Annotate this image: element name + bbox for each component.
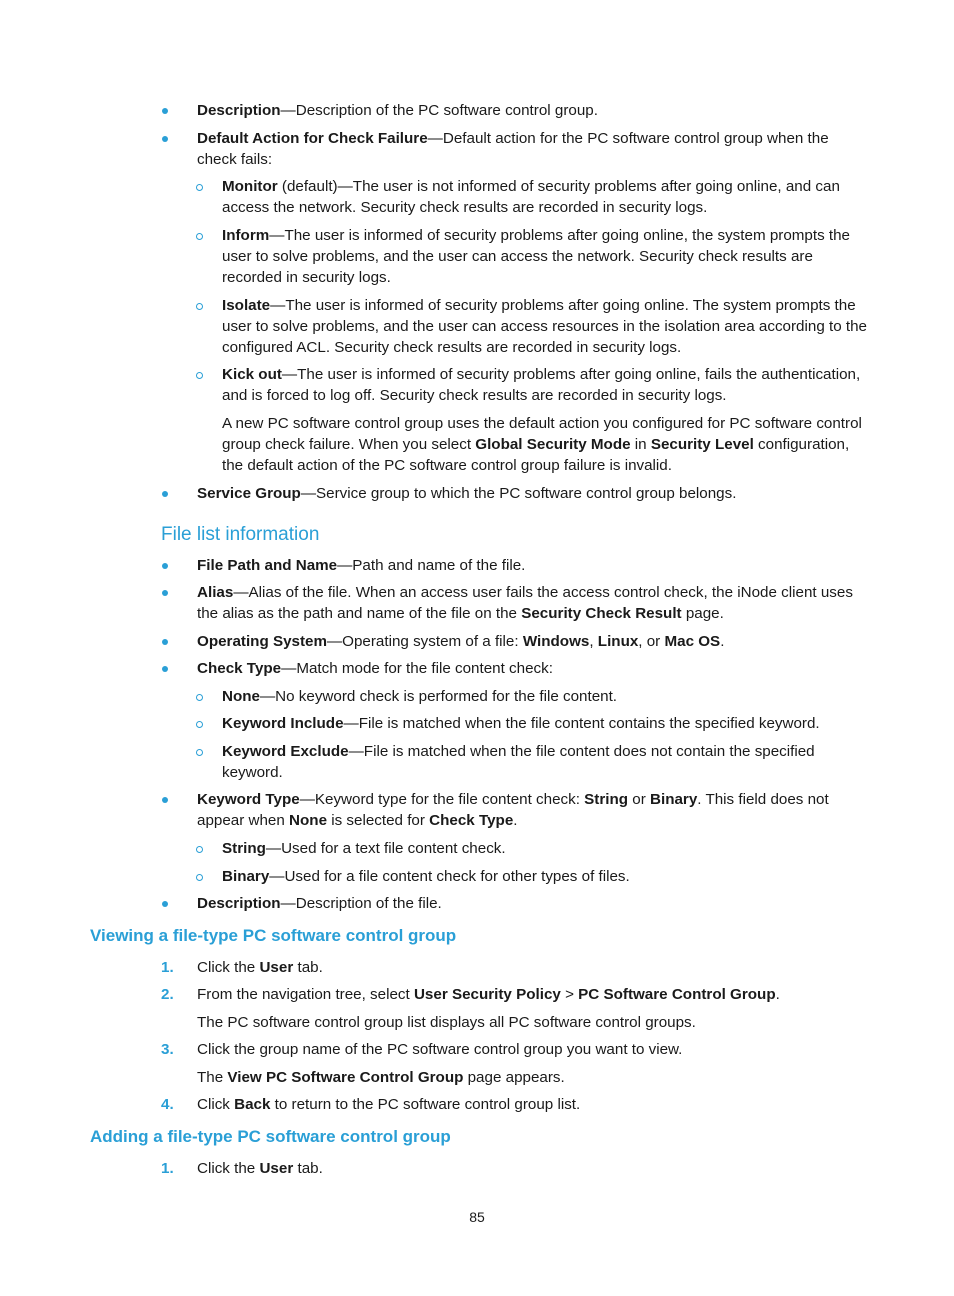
term-desc: —File is matched when the file content contains the specified keyword. xyxy=(343,715,820,732)
item-binary xyxy=(222,866,867,887)
item-kick-out xyxy=(222,364,867,406)
term-desc: —The user is informed of security problems after going online, the system prompts the user to solve problems, and the user can access the network. Security check results are recorded in security logs. xyxy=(222,227,851,286)
term: Service Group xyxy=(197,485,301,502)
term-desc: —Used for a text file content check. xyxy=(265,840,506,857)
term: String xyxy=(584,791,629,808)
term-desc: —Keyword type for the file content check: xyxy=(299,791,585,808)
item-keyword-include xyxy=(222,713,867,734)
item-string xyxy=(222,838,867,859)
subsection-heading: File list information xyxy=(161,524,320,545)
term-desc: —File is matched when the file content does not contain the specified keyword. xyxy=(222,743,815,781)
term: Inform xyxy=(222,227,270,244)
item-isolate xyxy=(222,295,867,358)
bullet-icon xyxy=(162,590,168,596)
text: A new PC software control group uses the default action you configured for PC software control group check failure. When you select xyxy=(222,415,862,453)
term: Description xyxy=(197,102,281,119)
step-number: 1. xyxy=(161,1160,174,1177)
sub-bullet-icon xyxy=(196,184,203,191)
item-keyword-type xyxy=(197,789,867,831)
text: Click the group name of the PC software control group you want to view. xyxy=(197,1041,683,1058)
item-keyword-exclude xyxy=(222,741,867,783)
term: Monitor xyxy=(222,178,278,195)
bullet-icon xyxy=(162,136,168,142)
term: Keyword Include xyxy=(222,715,344,732)
term: User xyxy=(259,959,294,976)
item-check-type xyxy=(197,658,867,679)
term-desc: —The user is informed of security problems after going online, fails the authentication, and is forced to log off. Security check results are recorded in security logs. xyxy=(222,366,861,404)
term: PC Software Control Group xyxy=(578,986,776,1003)
step-2 xyxy=(197,984,867,1005)
text: is selected for xyxy=(327,812,430,829)
item-file-path xyxy=(197,555,867,576)
text: Click xyxy=(197,1096,235,1113)
item-none xyxy=(222,686,867,707)
text: Click the xyxy=(197,959,260,976)
text: in xyxy=(630,436,651,453)
term-desc: —Match mode for the file content check: xyxy=(281,660,553,677)
step-4 xyxy=(197,1094,867,1115)
item-file-description xyxy=(197,893,867,914)
text: page. xyxy=(681,605,724,622)
step-3-note xyxy=(197,1067,867,1088)
text: page appears. xyxy=(463,1069,565,1086)
term-desc: —No keyword check is performed for the file content. xyxy=(259,688,618,705)
sub-bullet-icon xyxy=(196,372,203,379)
item-default-action xyxy=(197,128,867,170)
item-monitor xyxy=(222,176,867,218)
term: None xyxy=(222,688,260,705)
term: Check Type xyxy=(429,812,514,829)
step-number: 1. xyxy=(161,959,174,976)
text: > xyxy=(560,986,579,1003)
text: From the navigation tree, select xyxy=(197,986,414,1003)
term: Windows xyxy=(522,633,590,650)
term: Alias xyxy=(197,584,234,601)
term: Binary xyxy=(650,791,698,808)
term-desc: —Alias of the file. When an access user fails the access control check, the iNode client uses the alias as the path and name of the file on the xyxy=(197,584,853,622)
text: . xyxy=(720,633,725,650)
text: , or xyxy=(638,633,665,650)
bullet-icon xyxy=(162,563,168,569)
text: tab. xyxy=(293,959,323,976)
step-1 xyxy=(197,1158,867,1179)
page-number: 85 xyxy=(469,1209,485,1225)
text: or xyxy=(628,791,650,808)
sub-bullet-icon xyxy=(196,233,203,240)
step-number: 2. xyxy=(161,986,174,1003)
sub-bullet-icon xyxy=(196,846,203,853)
term: Description xyxy=(197,895,281,912)
step-number: 3. xyxy=(161,1041,174,1058)
text: The xyxy=(197,1069,228,1086)
bullet-icon xyxy=(162,901,168,907)
text: . xyxy=(775,986,780,1003)
term: User xyxy=(259,1160,294,1177)
sub-bullet-icon xyxy=(196,721,203,728)
text: . This field does not appear when xyxy=(197,791,829,829)
term: Operating System xyxy=(197,633,327,650)
term-desc: —Used for a file content check for other types of files. xyxy=(269,868,630,885)
term: None xyxy=(289,812,328,829)
text: , xyxy=(589,633,598,650)
term-desc: (default)—The user is not informed of security problems after going online, and can access the network. Security check results are recorded in security logs. xyxy=(222,178,840,216)
sub-bullet-icon xyxy=(196,303,203,310)
note-paragraph xyxy=(222,413,867,476)
term: View PC Software Control Group xyxy=(227,1069,464,1086)
term-desc: —Description of the file. xyxy=(280,895,442,912)
item-operating-system xyxy=(197,631,867,652)
term: Keyword Type xyxy=(197,791,300,808)
step-1 xyxy=(197,957,867,978)
bullet-icon xyxy=(162,108,168,114)
term: Linux xyxy=(597,633,639,650)
term: File Path and Name xyxy=(197,557,338,574)
term: Security Check Result xyxy=(521,605,682,622)
bullet-icon xyxy=(162,491,168,497)
bullet-icon xyxy=(162,666,168,672)
sub-bullet-icon xyxy=(196,694,203,701)
term-desc: —Operating system of a file: xyxy=(326,633,523,650)
item-inform xyxy=(222,225,867,288)
text: configuration, the default action of the PC software control group failure is invalid. xyxy=(222,436,850,474)
term-desc: —Description of the PC software control group. xyxy=(280,102,598,119)
item-service-group xyxy=(197,483,867,504)
term: Back xyxy=(234,1096,271,1113)
term: Default Action for Check Failure xyxy=(197,130,428,147)
term-desc: —Path and name of the file. xyxy=(337,557,526,574)
text: . xyxy=(513,812,518,829)
term-desc: —The user is informed of security problems after going online. The system prompts the user to solve problems, and the user can access resources in the isolation area according to the configured ACL. Security check results are recorded in security logs. xyxy=(222,297,867,356)
term: Mac OS xyxy=(664,633,721,650)
term: Isolate xyxy=(222,297,271,314)
term: Kick out xyxy=(222,366,282,383)
sub-bullet-icon xyxy=(196,749,203,756)
item-alias xyxy=(197,582,867,624)
step-3 xyxy=(197,1039,867,1060)
bullet-icon xyxy=(162,639,168,645)
text: Click the xyxy=(197,1160,260,1177)
text: to return to the PC software control group list. xyxy=(270,1096,581,1113)
term: String xyxy=(222,840,266,857)
section-heading-viewing: Viewing a file-type PC software control group xyxy=(90,926,457,945)
term: Binary xyxy=(222,868,270,885)
sub-bullet-icon xyxy=(196,874,203,881)
step-2-note: The PC software control group list displays all PC software control groups. xyxy=(197,1014,696,1031)
text: tab. xyxy=(293,1160,323,1177)
section-heading-adding: Adding a file-type PC software control group xyxy=(90,1127,451,1146)
term-desc: —Service group to which the PC software control group belongs. xyxy=(300,485,737,502)
term: Keyword Exclude xyxy=(222,743,349,760)
bullet-icon xyxy=(162,797,168,803)
item-description xyxy=(197,100,867,121)
term-desc: —Default action for the PC software control group when the check fails: xyxy=(197,130,829,168)
term: Global Security Mode xyxy=(475,436,631,453)
step-number: 4. xyxy=(161,1096,174,1113)
term: Check Type xyxy=(197,660,282,677)
term: User Security Policy xyxy=(413,986,561,1003)
term: Security Level xyxy=(650,436,754,453)
